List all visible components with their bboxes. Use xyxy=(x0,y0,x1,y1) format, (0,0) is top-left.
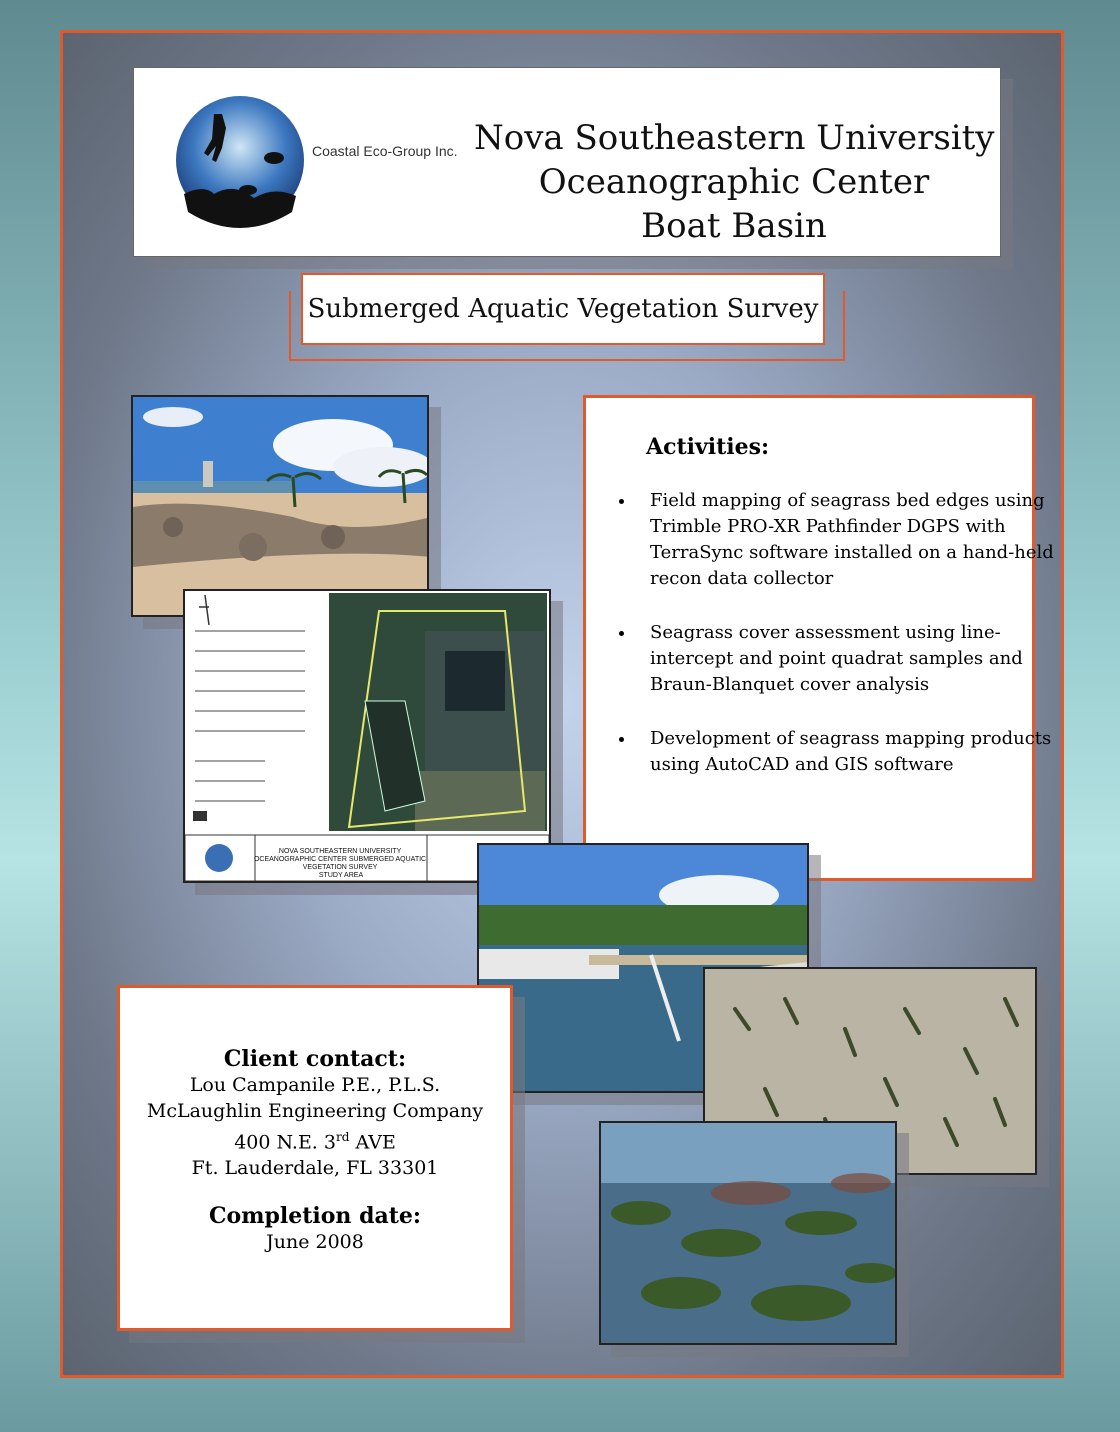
activities-panel xyxy=(583,395,1054,881)
client-contact-heading: Client contact: xyxy=(223,1046,407,1072)
activities-list xyxy=(600,488,1056,806)
title-line-1: Nova Southeastern University xyxy=(474,118,995,158)
study-area-map xyxy=(183,589,551,883)
beach-photo xyxy=(131,395,429,617)
client-address: 400 N.E. 3rd AVE xyxy=(234,1130,396,1154)
completion-heading: Completion date: xyxy=(209,1203,421,1230)
header-title xyxy=(474,116,994,248)
activity-item: • Field mapping of seagrass bed edges using Trimble PRO-XR Pathfinder DGPS with TerraSync software installed on a hand-held recon data collector xyxy=(636,488,1056,592)
client-city: Ft. Lauderdale, FL 33301 xyxy=(191,1157,439,1180)
subtitle-banner: Submerged Aquatic Vegetation Survey xyxy=(301,273,825,345)
activity-item: • Seagrass cover assessment using line-intercept and point quadrat samples and Braun-Blanquet cover analysis xyxy=(636,620,1056,698)
client-company: McLaughlin Engineering Company xyxy=(146,1100,484,1122)
seagrass-photo-2 xyxy=(599,1121,897,1345)
poster xyxy=(60,30,1064,1378)
activity-item: • Development of seagrass mapping products using AutoCAD and GIS software xyxy=(636,726,1056,778)
svg-text:NOVA SOUTHEASTERN UNIVERSITY: NOVA SOUTHEASTERN UNIVERSITY OCEANOGRAPHIC CENTER SUBMERGED AQUATIC VEGETATION SURVEY STUDY AREA xyxy=(253,848,427,879)
title-line-2: Oceanographic Center xyxy=(538,162,930,202)
client-panel xyxy=(117,985,513,1331)
title-line-3: Boat Basin xyxy=(641,206,827,246)
client-name: Lou Campanile P.E., P.L.S. xyxy=(189,1074,441,1096)
completion-date: June 2008 xyxy=(266,1231,364,1254)
svg-text:Coastal Eco-Group Inc.: Coastal Eco-Group Inc. xyxy=(312,143,458,159)
header-panel xyxy=(133,67,1001,257)
company-logo xyxy=(174,94,458,228)
activities-title: Activities: xyxy=(646,434,770,460)
